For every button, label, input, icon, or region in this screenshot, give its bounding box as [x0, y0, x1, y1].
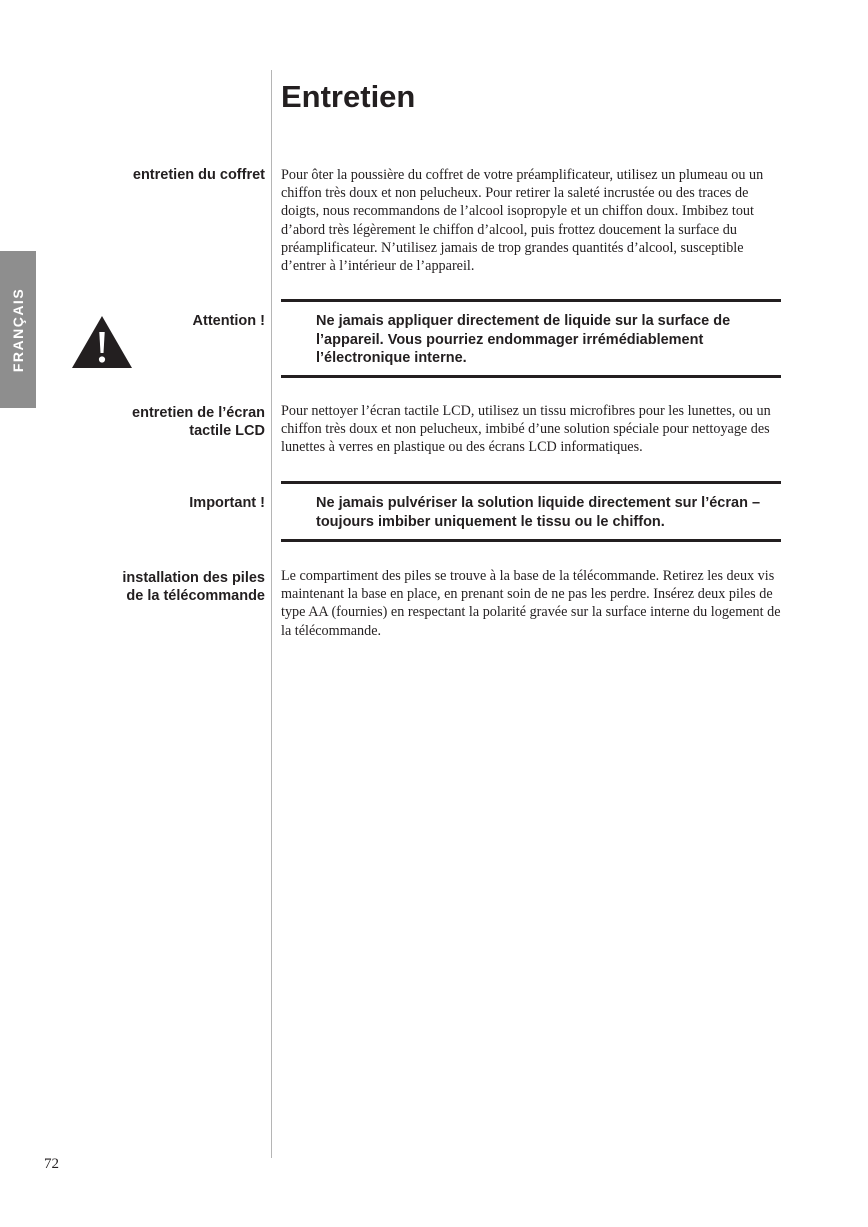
section-label-piles-line1: installation des piles	[122, 570, 265, 586]
warning-text-attention: Ne jamais appliquer directement de liquide sur la surface de l’appareil. Vous pourriez endommager irrémédiablement l’électronique interne.	[316, 313, 731, 366]
page-number: 72	[44, 1156, 59, 1172]
page-title: Entretien	[281, 79, 416, 114]
important-rule-bottom	[281, 539, 781, 542]
section-label-attention: Attention !	[192, 313, 265, 329]
warning-rule-bottom	[281, 375, 781, 378]
section-label-ecran-line1: entretien de l’écran	[132, 405, 265, 421]
language-tab-label: FRANÇAIS	[10, 287, 26, 372]
section-label-piles-line2: de la télécommande	[126, 588, 265, 604]
warning-triangle-icon	[71, 315, 133, 369]
section-label-important: Important !	[189, 495, 265, 511]
warning-rule-top	[281, 299, 781, 302]
language-tab	[0, 251, 36, 408]
important-rule-top	[281, 481, 781, 484]
section-text-piles: Le compartiment des piles se trouve à la base de la télécommande. Retirez les deux vis maintenant la base en place, en prenant soin de ne pas les perdre. Insérez deux piles de type AA (fournies) en respectant la polarité gravée sur la surface interne du logement de la télécommande.	[281, 568, 781, 639]
section-label-ecran-line2: tactile LCD	[189, 423, 265, 439]
section-text-ecran: Pour nettoyer l’écran tactile LCD, utilisez un tissu microfibres pour les lunettes, ou un chiffon très doux et non pelucheux, imbibé d’une solution spéciale pour nettoyage des lunettes à verres en plastique ou des écrans LCD informatiques.	[281, 403, 771, 456]
section-label-coffret: entretien du coffret	[132, 167, 265, 183]
section-label-piles	[122, 569, 265, 605]
section-text-coffret: Pour ôter la poussière du coffret de votre préamplificateur, utilisez un plumeau ou un chiffon très doux et non pelucheux. Pour retirer la saleté incrustée ou des traces de doigts, nous recommandons de l’alcool isopropyle et un chiffon doux. Imbibez tout d’abord très légèrement le chiffon d’alcool, puis frottez doucement la surface du préamplificateur. N’utilisez jamais de trop grandes quantités d’alcool, susceptible d’entrer à l’intérieur de l’appareil.	[281, 167, 764, 275]
section-label-ecran	[132, 404, 265, 440]
warning-text-important: Ne jamais pulvériser la solution liquide directement sur l’écran – toujours imbiber uniquement le tissu ou le chiffon.	[316, 495, 761, 530]
column-divider	[271, 70, 272, 1158]
